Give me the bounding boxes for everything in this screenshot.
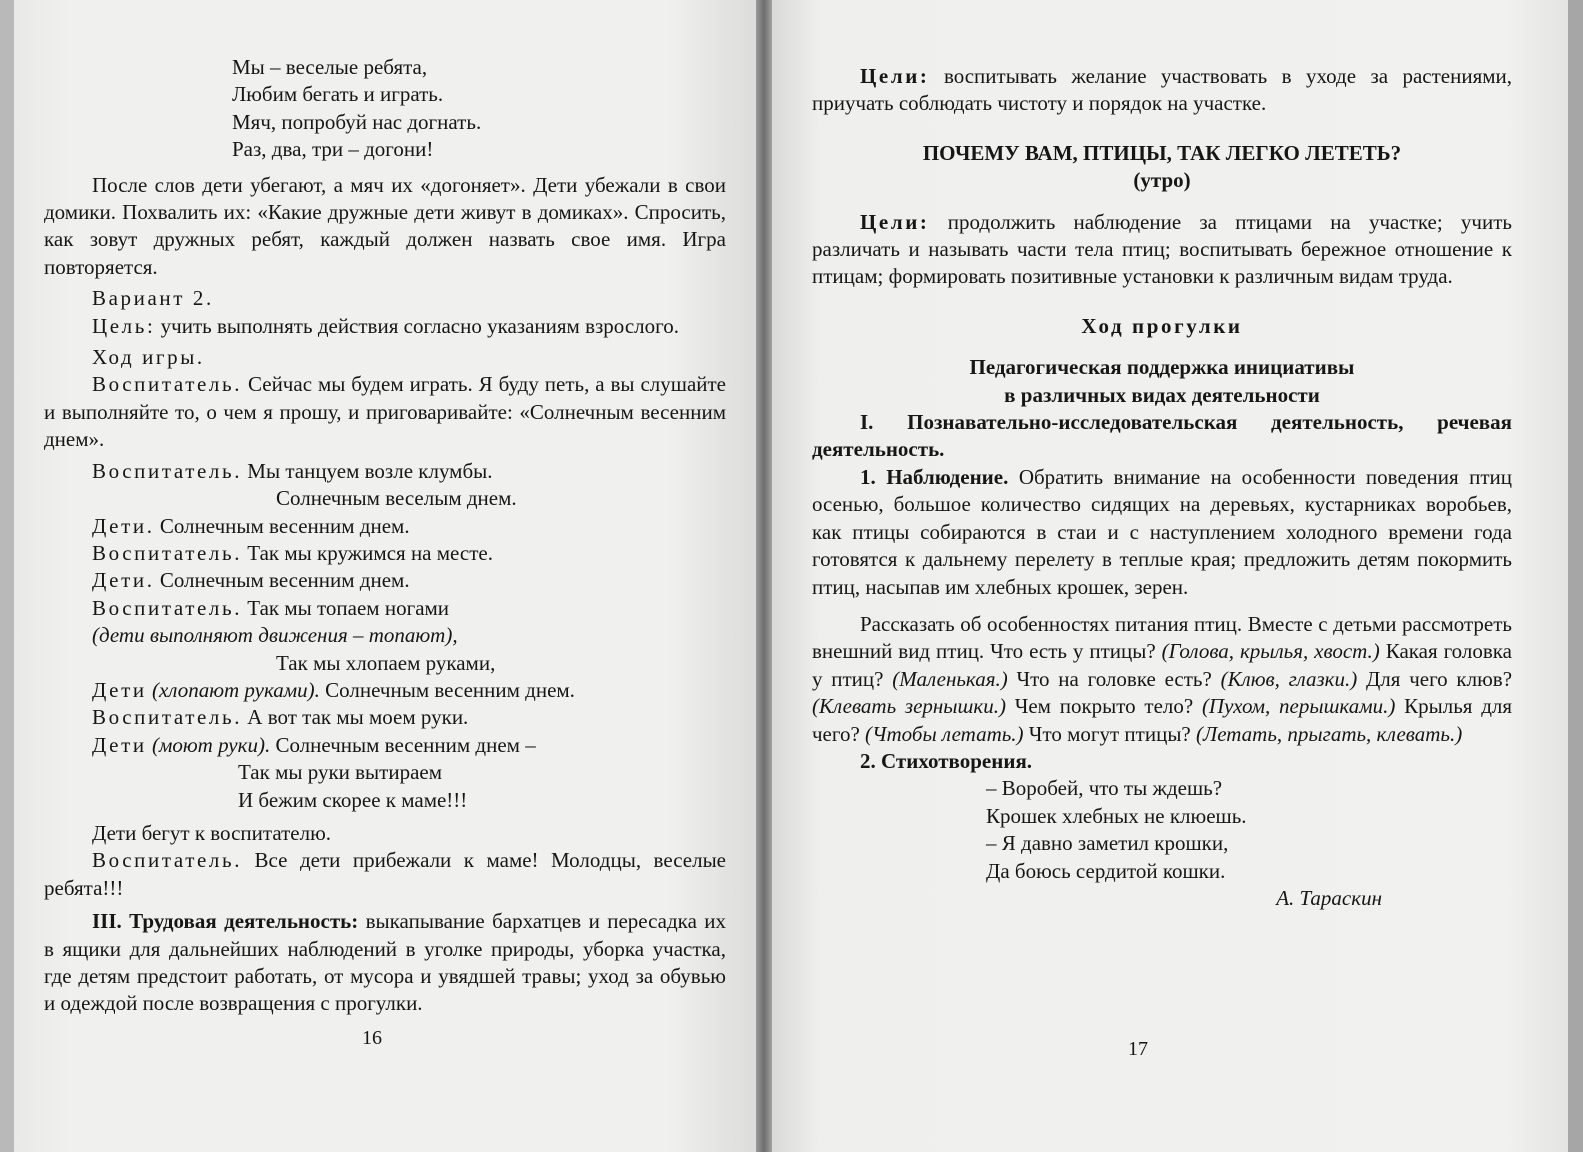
dialogue-text: Так мы топаем ногами [247, 595, 450, 620]
dialogue-continuation: Солнечным веселым днем. [276, 486, 517, 511]
paragraph: После слов дети убегают, а мяч их «догоняет». Дети убежали в свои домики. Похвалить их: «Какие дружные дети живут в домиках». Спросить, как зовут дружных ребят, каждый должен назвать свое имя. Игра повторяется. [44, 172, 726, 279]
question: Чем покрыто тело? [1014, 694, 1194, 719]
story-paragraph [812, 611, 1512, 748]
goals-label: Цели: [860, 64, 930, 88]
poem-author: А. Тараскин [1276, 885, 1382, 910]
observation-label: 1. Наблюдение. [860, 464, 1009, 489]
labor-label: III. Трудовая деятельность: [92, 909, 359, 934]
book-gutter [756, 0, 772, 1152]
speaker-teacher: Воспитатель. [92, 848, 243, 873]
speaker-teacher: Воспитатель. [92, 595, 243, 620]
dialogue-text: Так мы кружимся на месте. [247, 540, 493, 565]
goals-text: продолжить наблюдение за птицами на участке; учить различать и называть части тела птиц; воспитывать бережное отношение к птицам; формировать позитивные установки к различным видам труда. [812, 209, 1512, 289]
dialogue-line [44, 704, 726, 731]
dialogue-text: Все дети прибежали к маме! Молодцы, веселые ребята!!! [44, 848, 727, 900]
speaker-teacher: Воспитатель. [92, 458, 243, 483]
stage-direction: (моют руки). [151, 732, 271, 757]
question: Что могут птицы? [1028, 721, 1191, 746]
question: Что на головке есть? [1016, 666, 1212, 691]
poem-line: Раз, два, три – догони! [232, 137, 434, 162]
question: Какая головка у птиц? [812, 639, 1512, 691]
dialogue-text: А вот так мы моем руки. [247, 705, 469, 730]
walk-course-heading: Ход прогулки [1081, 313, 1243, 338]
observation-text: Обратить внимание на особенности поведения птиц осенью, большое количество сидящих на деревьях, кустарниках воробьев, как птицы собираются в стаи и с наступлением холодного времени года готовятся к дальнему перелету в теплые края; предложить детям покормить птиц, насыпав им хлебных крошек, зерен. [812, 464, 1512, 599]
dialogue-line [44, 847, 726, 902]
dialogue-continuation: И бежим скорее к маме!!! [238, 787, 468, 812]
dialogue-text: Солнечным весенним днем. [325, 677, 575, 702]
support-heading: Педагогическая поддержка инициативы [969, 355, 1355, 380]
section-heading: I. Познавательно-исследовательская деятельность, речевая деятельность. [812, 410, 1512, 462]
poems-label: 2. Стихотворения. [860, 748, 1033, 773]
dialogue-line [44, 677, 726, 704]
poem-line: Да боюсь сердитой кошки. [986, 858, 1226, 883]
variant-label: Вариант 2. [92, 286, 214, 311]
answer: (Пухом, перышками.) [1201, 694, 1396, 719]
goal-paragraph [44, 313, 726, 340]
goals-text: воспитывать желание участвовать в уходе за растениями, приучать соблюдать чистоту и порядок на участке. [812, 64, 1513, 116]
stage-direction: (дети выполняют движения – топают), [92, 623, 458, 648]
dialogue-line [44, 732, 726, 759]
speaker-teacher: Воспитатель. [92, 372, 243, 397]
dialogue-text: Солнечным весенним днем – [275, 732, 536, 757]
game-course-label: Ход игры. [92, 345, 205, 370]
dialogue-text: Мы танцуем возле клумбы. [247, 458, 493, 483]
walk-title-sub: (утро) [1133, 168, 1191, 193]
left-page-text [44, 54, 726, 1018]
scan-edge [1568, 0, 1583, 1152]
dialogue-line [44, 458, 726, 485]
answer: (Чтобы летать.) [865, 721, 1024, 746]
speaker-children: Дети. [92, 513, 155, 538]
answer: (Клевать зернышки.) [812, 694, 1006, 719]
walk-title: ПОЧЕМУ ВАМ, ПТИЦЫ, ТАК ЛЕГКО ЛЕТЕТЬ? [922, 140, 1402, 165]
stage-direction: (хлопают руками). [151, 677, 320, 702]
dialogue-text: Солнечным весенним днем. [159, 568, 410, 593]
poem-line: Крошек хлебных не клюешь. [986, 803, 1247, 828]
answer: (Летать, прыгать, клевать.) [1196, 721, 1463, 746]
dialogue-text: Солнечным весенним днем. [159, 513, 410, 538]
goals-label: Цели: [860, 209, 930, 234]
goal-text: учить выполнять действия согласно указаниям взрослого. [160, 313, 679, 338]
goals-paragraph [812, 209, 1512, 291]
labor-text: выкапывание бархатцев и пересадка их в ящики для дальнейших наблюдений в уголке природы, уборка участка, где детям предстоит работать, от мусора и увядшей травы; уход за обувью и одеждой после возвращения с прогулки. [44, 909, 726, 1016]
poem-1 [44, 54, 726, 164]
dialogue-line [44, 595, 726, 622]
dialogue-continuation: Так мы хлопаем руками, [276, 650, 496, 675]
dialogue-continuation: Так мы руки вытираем [238, 760, 443, 785]
speaker-children: Дети. [92, 568, 155, 593]
page-number: 16 [362, 1027, 382, 1049]
poem-2 [812, 775, 1512, 885]
dialogue-line [44, 567, 726, 594]
speaker-children: Дети [92, 677, 147, 702]
paragraph: Дети бегут к воспитателю. [92, 820, 332, 845]
speaker-teacher: Воспитатель. [92, 540, 243, 565]
dialogue-line [44, 371, 726, 453]
poem-line: Любим бегать и играть. [232, 82, 444, 107]
poem-line: – Я давно заметил крошки, [986, 831, 1229, 856]
answer: (Маленькая.) [892, 666, 1008, 691]
observation-paragraph [812, 464, 1512, 601]
answer: (Клюв, глазки.) [1220, 666, 1358, 691]
goals-paragraph [812, 63, 1512, 118]
poem-line: – Воробей, что ты ждешь? [986, 776, 1223, 801]
poem-line: Мы – веселые ребята, [232, 55, 428, 79]
question: Крылья для чего? [812, 694, 1513, 746]
question: Для чего клюв? [1365, 666, 1513, 691]
page-number: 17 [1128, 1038, 1148, 1060]
speaker-children: Дети [92, 732, 147, 757]
dialogue-line [44, 540, 726, 567]
dialogue-text: Сейчас мы будем играть. Я буду петь, а вы слушайте и выполняйте то, о чем я прошу, и приговаривайте: «Солнечным весенним днем». [44, 372, 726, 452]
right-page [772, 0, 1568, 1152]
dialogue-line [44, 513, 726, 540]
goal-label: Цель: [92, 313, 156, 338]
support-heading-line2: в различных видах деятельности [1004, 382, 1320, 407]
right-page-text [812, 63, 1512, 912]
answer: (Голова, крылья, хвост.) [1161, 639, 1380, 664]
speaker-teacher: Воспитатель. [92, 705, 243, 730]
poem-line: Мяч, попробуй нас догнать. [232, 109, 482, 134]
left-page [14, 0, 756, 1152]
story-text: Рассказать об особенностях питания птиц. Вместе с детьми рассмотреть внешний вид птиц. Что есть у птицы? [812, 611, 1512, 664]
labor-paragraph [44, 908, 726, 1018]
